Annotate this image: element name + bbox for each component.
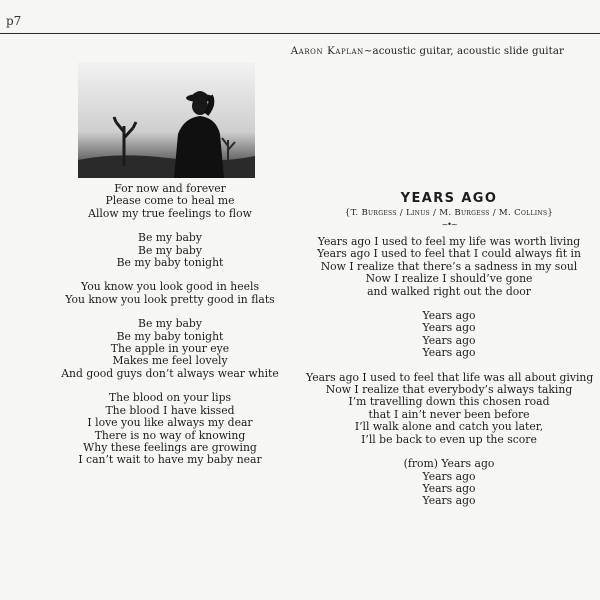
lyric-line: Makes me feel lovely [112, 354, 228, 368]
lyric-line: Years ago [422, 346, 476, 360]
lyric-line: I’ll walk alone and catch you later, [354, 420, 544, 434]
lyric-line: I’ll be back to even up the score [361, 432, 537, 446]
lyric-line: The apple in your eye [110, 342, 230, 356]
lyric-stanza [40, 183, 300, 220]
lyric-line: and walked right out the door [367, 284, 531, 298]
song-title: YEARS AGO [400, 191, 498, 206]
lyric-line: Now I realize I should’ve gone [365, 272, 533, 286]
lyric-line: (from) Years ago [403, 457, 495, 471]
lyric-stanza [40, 392, 300, 466]
header-rule [0, 33, 600, 34]
lyric-stanza [40, 318, 300, 380]
lyric-line: I can’t wait to have my baby near [78, 453, 262, 467]
lyric-line: Years ago I used to feel that I could always fit in [317, 247, 581, 261]
lyric-stanza [306, 310, 592, 360]
lyric-line: There is no way of knowing [94, 428, 246, 442]
lyric-line: The blood I have kissed [105, 403, 235, 417]
lyric-line: Be my baby [138, 243, 202, 257]
lyric-stanza [306, 236, 592, 298]
lyric-line: Years ago [422, 309, 476, 323]
lyric-line: Please come to heal me [105, 194, 235, 208]
song-authors: {T. Burgess / Linus / M. Burgess / M. Collins} [344, 208, 554, 218]
lyric-line: Now I realize that there’s a sadness in my soul [320, 259, 578, 273]
musician-name: Aaron Kaplan [290, 46, 364, 57]
lyric-line: And good guys don’t always wear white [61, 366, 279, 380]
lyric-line: Years ago [422, 321, 476, 335]
lyric-line: Be my baby [138, 231, 202, 245]
lyric-line: Be my baby tonight [116, 256, 224, 270]
band-member-photo [78, 62, 255, 178]
lyric-line: I’m travelling down this chosen road [348, 395, 550, 409]
title-ornament: ~•~ [441, 220, 457, 229]
lyric-line: The blood on your lips [108, 391, 232, 405]
photo-image [78, 62, 255, 178]
lyric-line: I love you like always my dear [87, 416, 253, 430]
lyric-line: Why these feelings are growing [83, 440, 257, 454]
lyric-line: Allow my true feelings to flow [88, 206, 252, 220]
lyric-stanza [40, 232, 300, 269]
lyric-line: Years ago I used to feel that life was all about giving [306, 370, 594, 384]
lyric-line: Years ago I used to feel my life was worth living [317, 235, 581, 248]
musician-credit [291, 46, 564, 57]
lyric-line: For now and forever [114, 182, 226, 195]
credit-separator: ~ [363, 46, 373, 57]
lyric-line: Years ago [422, 494, 476, 508]
lyric-line: Be my baby [138, 317, 202, 331]
lyric-line: Years ago [422, 469, 476, 483]
musician-role: acoustic guitar, acoustic slide guitar [372, 46, 564, 57]
lyric-stanza [40, 281, 300, 306]
song-lyrics [306, 236, 592, 520]
lyric-line: You know you look good in heels [81, 280, 259, 294]
lyric-line: that I ain’t never been before [368, 407, 530, 421]
lyric-line: Years ago [422, 333, 476, 347]
lyric-line: Years ago [422, 481, 476, 495]
lyric-line: You know you look pretty good in flats [65, 292, 275, 306]
lyric-line: Be my baby tonight [116, 329, 224, 343]
left-lyrics [40, 183, 300, 479]
page-number: p7 [6, 14, 22, 28]
lyric-line: Now I realize that everybody’s always taking [325, 383, 573, 397]
lyric-stanza [306, 458, 592, 508]
lyric-stanza [306, 372, 592, 446]
